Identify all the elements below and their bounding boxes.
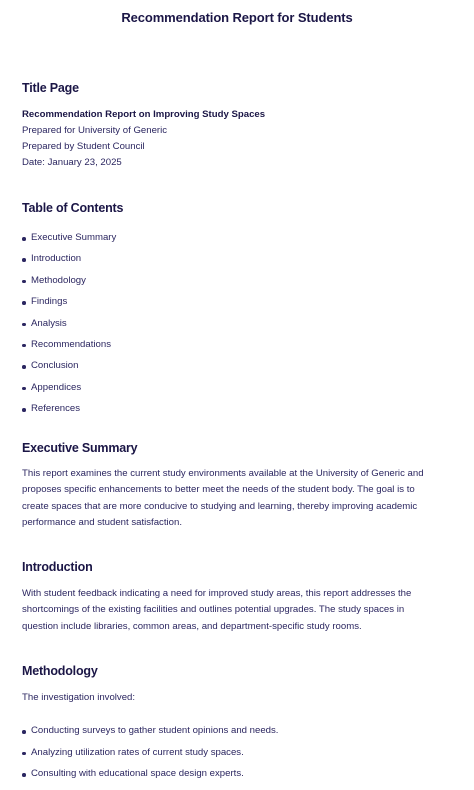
text-line: This report examines the current study environments available at the University of Generic and [22,468,424,479]
toc-heading: Table of Contents [22,201,124,215]
toc-item: Methodology [22,275,116,296]
report-title: Recommendation Report on Improving Study Spaces [22,109,266,120]
text-line: create spaces that are more conducive to studying and learning, thereby improving academic [22,500,418,512]
toc-item: References [22,403,116,424]
prepared-by: Prepared by Student Council [22,141,145,152]
methodology-item: Analyzing utilization rates of current study spaces. [22,747,278,769]
toc-item: Conclusion [22,360,116,381]
methodology-intro: The investigation involved: [22,692,136,703]
methodology-item: Conducting surveys to gather student opinions and needs. [22,725,278,747]
text-line: shortcomings of the existing facilities and outlines potential upgrades. The study spaces in [22,604,405,616]
toc-item: Introduction [22,253,116,274]
toc-item: Executive Summary [22,232,116,253]
text-line: performance and student satisfaction. [22,516,182,528]
toc-item: Appendices [22,382,116,403]
executive-summary-heading: Executive Summary [22,441,138,455]
text-line: With student feedback indicating a need for improved study areas, this report addresses the [22,588,412,599]
toc-item: Findings [22,296,116,317]
methodology-list [22,725,278,790]
toc-item: Analysis [22,318,116,339]
methodology-item: Consulting with educational space design experts. [22,768,278,790]
document-title: Recommendation Report for Students [121,10,353,25]
introduction-heading: Introduction [22,560,93,574]
text-line: proposes specific enhancements to better meet the needs of the student body. The goal is to [22,484,415,496]
toc-item: Recommendations [22,339,116,360]
text-line: question include libraries, common areas, and department-specific study rooms. [22,620,362,632]
methodology-heading: Methodology [22,664,98,678]
toc-list [22,232,116,425]
report-date: Date: January 23, 2025 [22,157,122,168]
title-page-heading: Title Page [22,81,79,95]
executive-summary-text [22,466,452,531]
prepared-for: Prepared for University of Generic [22,125,168,136]
introduction-text [22,586,452,635]
